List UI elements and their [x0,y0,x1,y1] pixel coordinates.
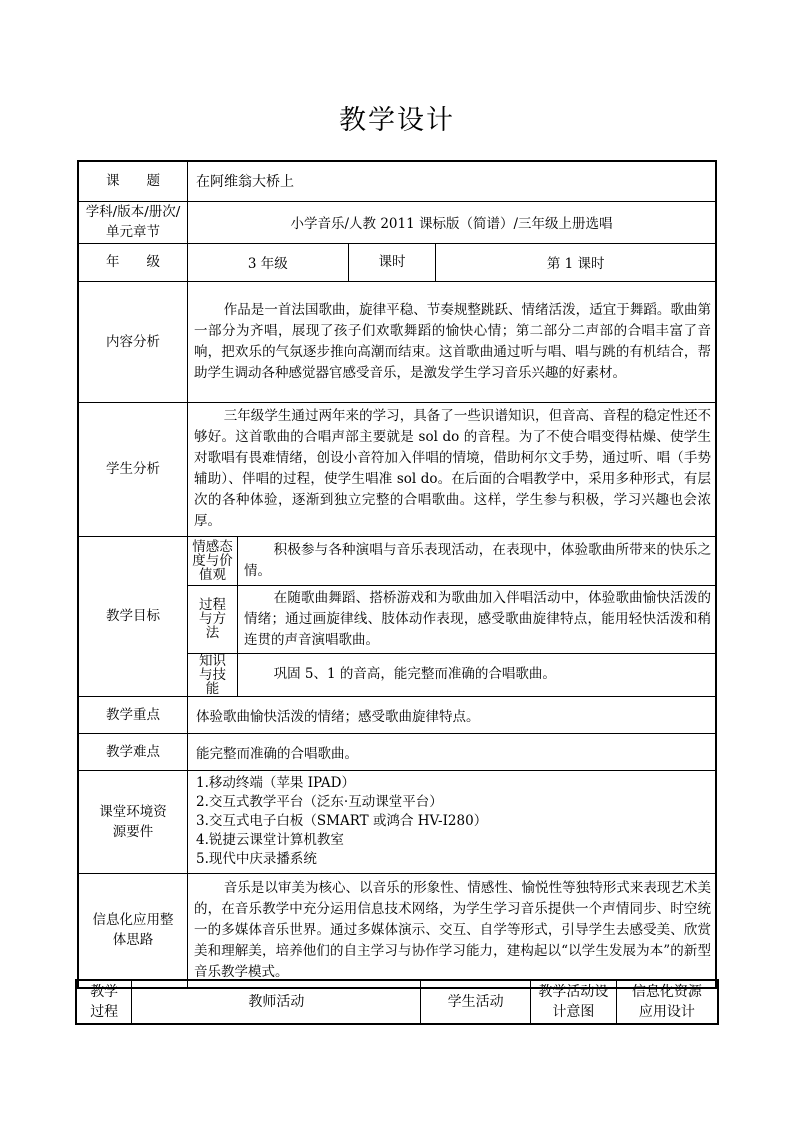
grade-value: 3 年级 [188,243,349,281]
row-difficulty [78,733,716,770]
process-col-resource: 信息化资源应用设计 [616,980,718,1024]
list-item: 4.锐捷云课堂计算机教室 [196,832,344,848]
page-title: 教学设计 [339,105,455,136]
row-grade [78,243,716,281]
student-label: 学生分析 [78,402,188,536]
content-label: 内容分析 [78,281,188,402]
hours-label: 课时 [348,243,436,281]
row-goal-emotion [78,536,716,585]
student-text: 三年级学生通过两年来的学习，具备了一些识谱知识，但音高、音程的稳定性还不够好。这首歌曲的合唱声部主要就是 sol do 的音程。为了不使合唱变得枯燥、使学生对歌唱有畏难情绪，创设小音符加入伴唱的情境，借助柯尔文手势，通过听、唱（手势辅助）、伴唱的过程，使学生唱准 sol do。在后面的合唱教学中，采用多种形式，有层次的各种体验，逐渐到独立完整的合唱歌曲。这样，学生参与积极，学习兴趣也会浓厚。 [188,402,716,536]
process-header-row [76,980,718,1024]
grade-label: 年 级 [78,243,188,281]
lesson-label: 课 题 [78,161,188,201]
skill-label: 知识与技能 [188,653,238,696]
difficulty-label: 教学难点 [78,733,188,770]
info-label: 信息化应用整体思路 [78,873,188,988]
process-label: 过程与方法 [188,585,238,653]
row-subject [78,201,716,243]
info-text: 音乐是以审美为核心、以音乐的形象性、情感性、愉悦性等独特形式来表现艺术美的，在音乐教学中充分运用信息技术网络，为学生学习音乐提供一个声情同步、时空统一的多媒体音乐世界。通过多媒体演示、交互、自学等形式，引导学生去感受美、欣赏美和理解美，培养他们的自主学习与协作学习能力，建构起以“以学生发展为本”的新型音乐教学模式。 [188,873,716,988]
environment-list [188,770,716,873]
process-col-teacher: 教师活动 [132,980,421,1024]
goals-label: 教学目标 [78,536,188,696]
content-text: 作品是一首法国歌曲，旋律平稳、节奏规整跳跃、情绪活泼，适宜于舞蹈。歌曲第一部分为齐唱，展现了孩子们欢歌舞蹈的愉快心情；第二部分二声部的合唱丰富了音响，把欢乐的气氛逐步推向高潮而结束。这首歌曲通过听与唱、唱与跳的有机结合，帮助学生调动各种感觉器官感受音乐，是激发学生学习音乐兴趣的好素材。 [188,281,716,402]
difficulty-text: 能完整而准确的合唱歌曲。 [188,733,716,770]
list-item: 3.交互式电子白板（SMART 或鸿合 HV-I280） [196,813,488,829]
hours-value: 第 1 课时 [436,243,716,281]
key-label: 教学重点 [78,696,188,733]
emotion-label: 情感态度与价值观 [188,536,238,585]
list-item: 2.交互式教学平台（泛东·互动课堂平台） [196,794,443,810]
key-text: 体验歌曲愉快活泼的情绪；感受歌曲旋律特点。 [188,696,716,733]
row-info [78,873,716,988]
list-item: 5.现代中庆录播系统 [196,851,317,867]
process-col-intent: 教学活动设计意图 [530,980,616,1024]
skill-text: 巩固 5、1 的音高，能完整而准确的合唱歌曲。 [237,653,716,696]
row-lesson [78,161,716,201]
row-key [78,696,716,733]
lesson-value: 在阿维翁大桥上 [188,161,716,201]
row-content [78,281,716,402]
subject-value: 小学音乐/人教 2011 课标版（简谱）/三年级上册选唱 [188,201,716,243]
emotion-text: 积极参与各种演唱与音乐表现活动，在表现中，体验歌曲所带来的快乐之情。 [237,536,716,585]
process-text: 在随歌曲舞蹈、搭桥游戏和为歌曲加入伴唱活动中，体验歌曲愉快活泼的情绪；通过画旋律线、肢体动作表现，感受歌曲旋律特点，能用轻快活泼和稍连贯的声音演唱歌曲。 [237,585,716,653]
lesson-plan-table [77,160,717,989]
process-col-stage: 教学过程 [76,980,132,1024]
list-item: 1.移动终端（苹果 IPAD） [196,775,355,791]
process-header-table [75,979,719,1025]
subject-label: 学科/版本/册次/单元章节 [78,201,188,243]
row-student [78,402,716,536]
process-col-student: 学生活动 [421,980,531,1024]
environment-label: 课堂环境资源要件 [78,770,188,873]
row-environment [78,770,716,873]
